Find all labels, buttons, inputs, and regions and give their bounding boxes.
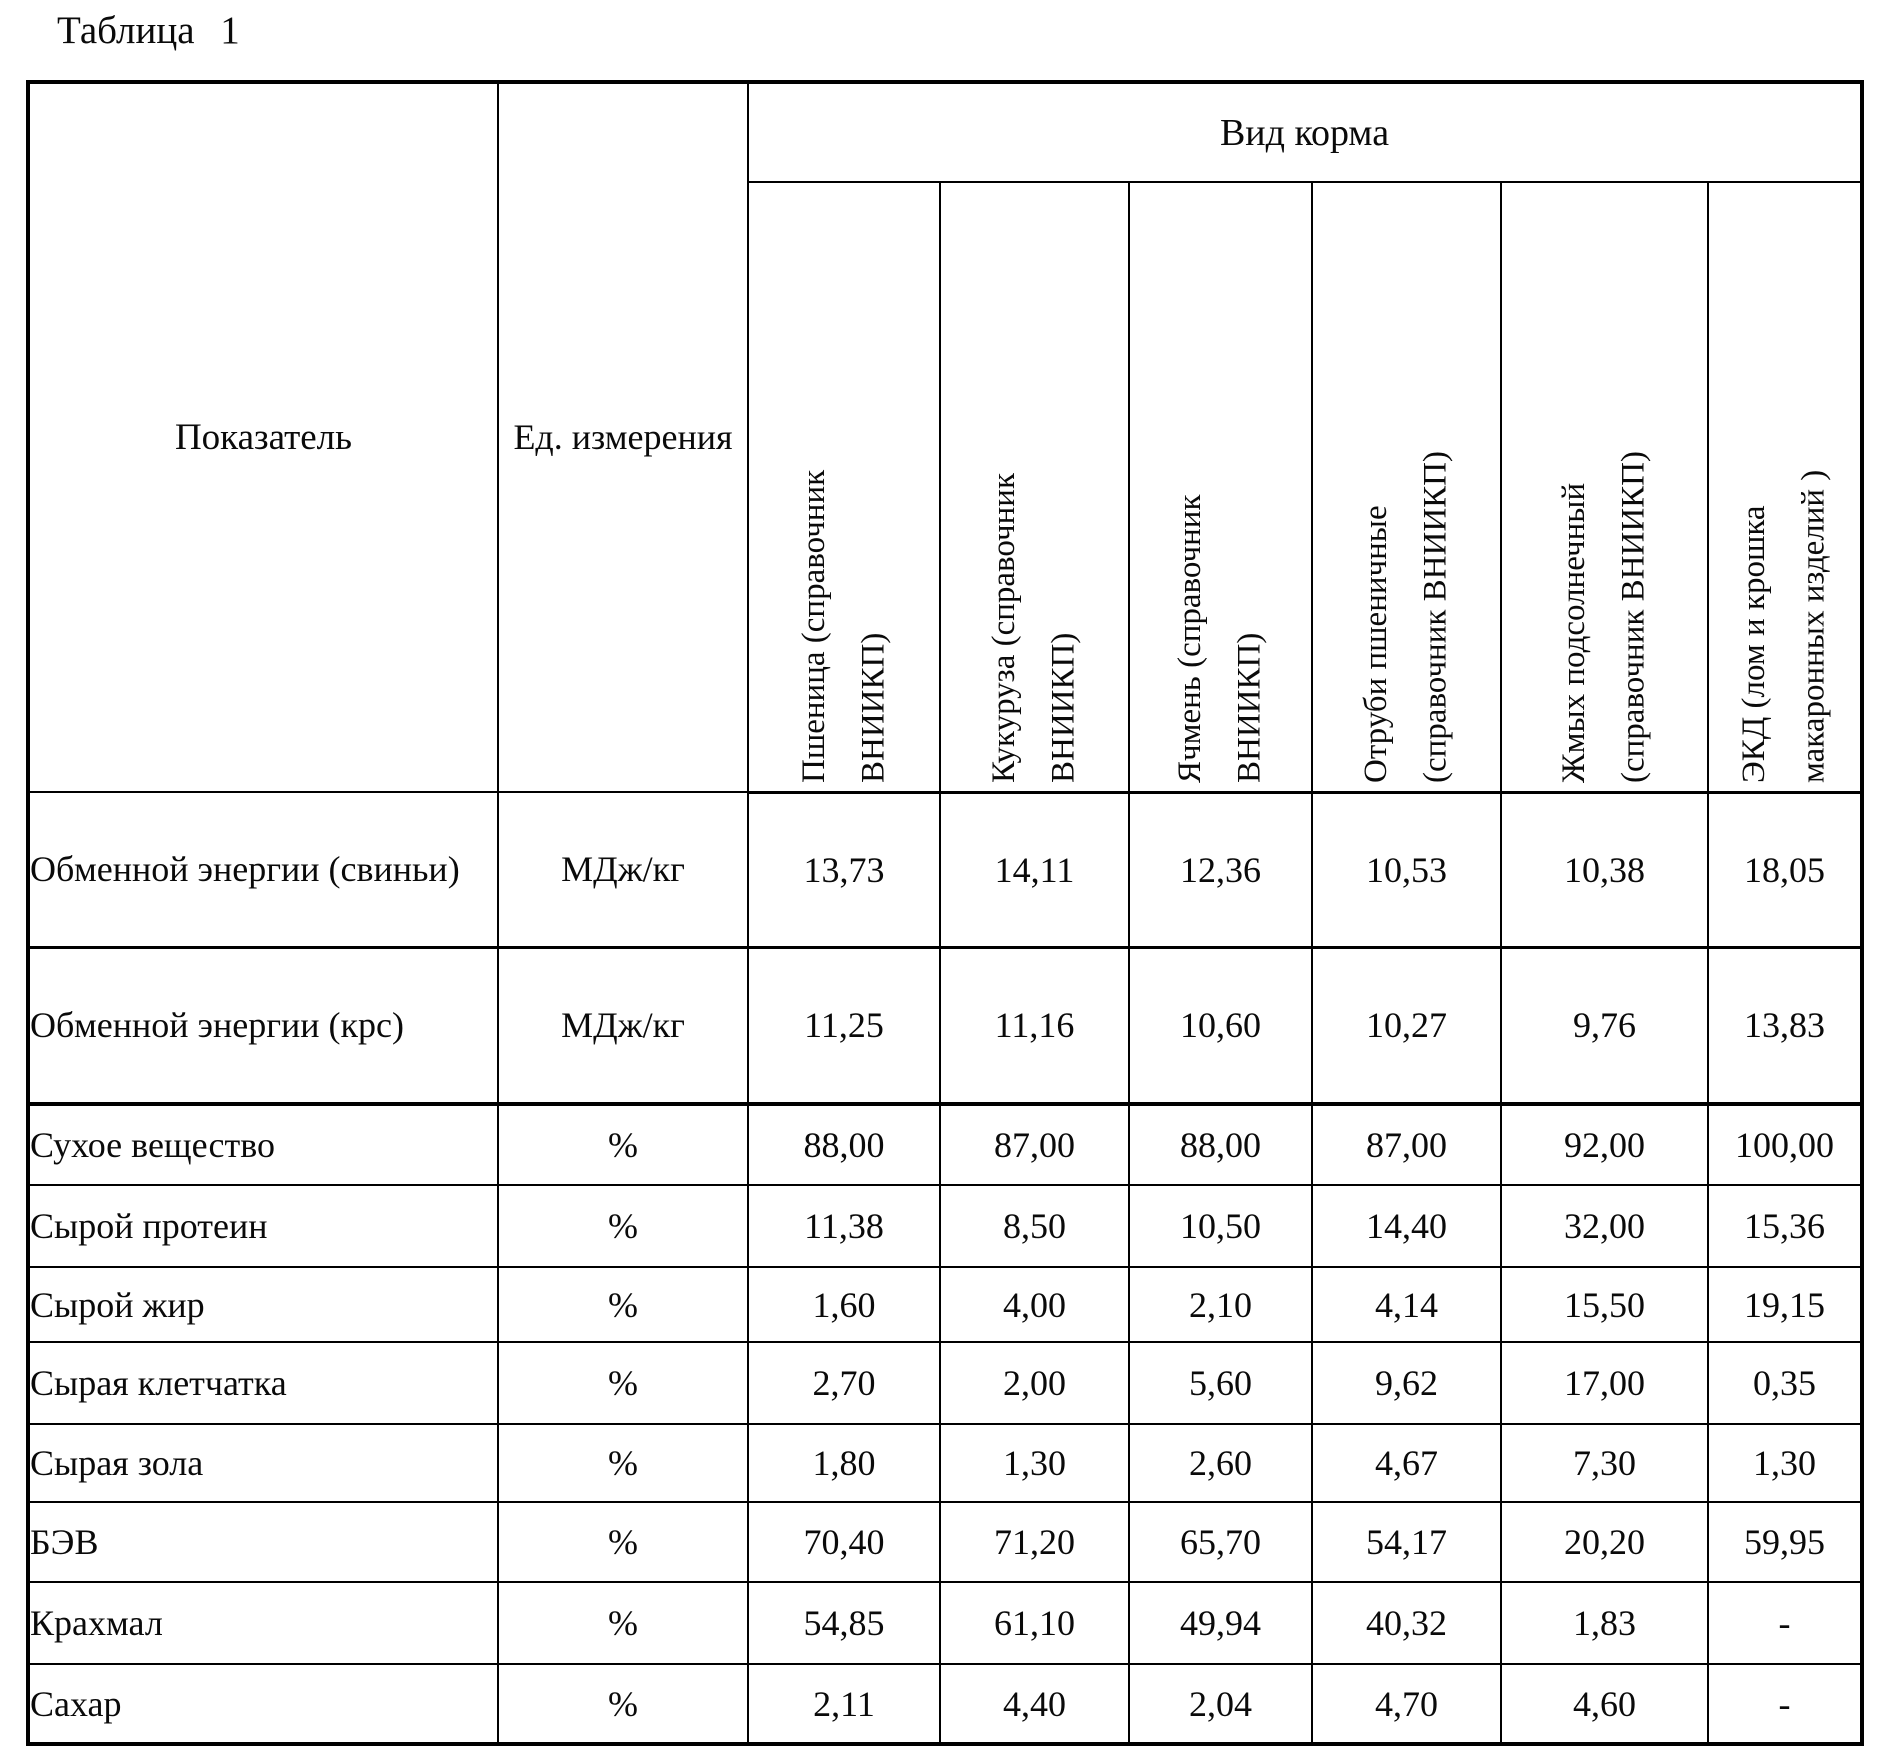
indicator-cell: Крахмал: [28, 1582, 498, 1664]
value-cell: 11,25: [748, 947, 940, 1104]
value-cell: 5,60: [1129, 1342, 1312, 1424]
value-cell: 11,16: [940, 947, 1129, 1104]
table-row: [28, 1104, 1862, 1185]
value-cell: 87,00: [940, 1104, 1129, 1185]
indicator-cell: Обменной энергии (крс): [28, 947, 498, 1104]
header-feed-column-corn: [940, 182, 1129, 792]
value-cell: 88,00: [1129, 1104, 1312, 1185]
value-cell: 4,70: [1312, 1664, 1501, 1744]
indicator-cell: Обменной энергии (свиньи): [28, 792, 498, 947]
indicator-cell: БЭВ: [28, 1502, 498, 1582]
value-cell: 1,30: [1708, 1424, 1862, 1502]
value-cell: 13,83: [1708, 947, 1862, 1104]
value-cell: 19,15: [1708, 1267, 1862, 1342]
header-feed-column-wheat: [748, 182, 940, 792]
value-cell: 1,30: [940, 1424, 1129, 1502]
value-cell: 4,00: [940, 1267, 1129, 1342]
unit-cell: МДж/кг: [498, 947, 748, 1104]
value-cell: 20,20: [1501, 1502, 1708, 1582]
header-unit: Ед. измерения: [498, 82, 748, 792]
table-row: [28, 1582, 1862, 1664]
unit-cell: %: [498, 1267, 748, 1342]
value-cell: 70,40: [748, 1502, 940, 1582]
unit-cell: %: [498, 1424, 748, 1502]
rotated-column-label: Жмых подсолнечный (справочник ВНИИКП): [1556, 450, 1652, 783]
rotated-column-label: Ячмень (справочник ВНИИКП): [1172, 494, 1268, 783]
indicator-cell: Сухое вещество: [28, 1104, 498, 1185]
value-cell: 4,40: [940, 1664, 1129, 1744]
value-cell: 13,73: [748, 792, 940, 947]
rotated-column-label: Пшеница (справочник ВНИИКП): [795, 469, 891, 783]
header-feed-column-barley: [1129, 182, 1312, 792]
header-feed-type-group: Вид корма: [748, 82, 1862, 182]
indicator-cell: Сырой протеин: [28, 1185, 498, 1267]
unit-cell: %: [498, 1342, 748, 1424]
value-cell: 4,67: [1312, 1424, 1501, 1502]
value-cell: 18,05: [1708, 792, 1862, 947]
table-row: [28, 1342, 1862, 1424]
value-cell: 10,60: [1129, 947, 1312, 1104]
value-cell: 4,14: [1312, 1267, 1501, 1342]
header-feed-column-bran: [1312, 182, 1501, 792]
value-cell: 10,38: [1501, 792, 1708, 947]
value-cell: 2,70: [748, 1342, 940, 1424]
rotated-column-label: Кукуруза (справочник ВНИИКП): [986, 472, 1082, 783]
value-cell: 14,40: [1312, 1185, 1501, 1267]
value-cell: 10,27: [1312, 947, 1501, 1104]
feed-nutrition-table: [26, 80, 1864, 1746]
table-row: [28, 1664, 1862, 1744]
value-cell: 59,95: [1708, 1502, 1862, 1582]
indicator-cell: Сырая зола: [28, 1424, 498, 1502]
value-cell: 32,00: [1501, 1185, 1708, 1267]
value-cell: -: [1708, 1664, 1862, 1744]
value-cell: 15,36: [1708, 1185, 1862, 1267]
value-cell: 2,04: [1129, 1664, 1312, 1744]
value-cell: 71,20: [940, 1502, 1129, 1582]
unit-cell: %: [498, 1664, 748, 1744]
rotated-column-label: Отруби пшеничные (справочник ВНИИКП): [1358, 450, 1454, 783]
header-feed-column-cake: [1501, 182, 1708, 792]
value-cell: 9,62: [1312, 1342, 1501, 1424]
value-cell: 2,60: [1129, 1424, 1312, 1502]
value-cell: 4,60: [1501, 1664, 1708, 1744]
value-cell: -: [1708, 1582, 1862, 1664]
unit-cell: МДж/кг: [498, 792, 748, 947]
value-cell: 0,35: [1708, 1342, 1862, 1424]
value-cell: 14,11: [940, 792, 1129, 947]
value-cell: 100,00: [1708, 1104, 1862, 1185]
unit-cell: %: [498, 1104, 748, 1185]
rotated-column-label: ЭКД (лом и крошка макаронных изделий ): [1736, 469, 1832, 783]
value-cell: 11,38: [748, 1185, 940, 1267]
value-cell: 2,10: [1129, 1267, 1312, 1342]
header-indicator: Показатель: [28, 82, 498, 792]
header-feed-column-ekd: [1708, 182, 1862, 792]
value-cell: 2,00: [940, 1342, 1129, 1424]
unit-cell: %: [498, 1582, 748, 1664]
value-cell: 10,53: [1312, 792, 1501, 947]
value-cell: 1,60: [748, 1267, 940, 1342]
value-cell: 61,10: [940, 1582, 1129, 1664]
value-cell: 87,00: [1312, 1104, 1501, 1185]
table-row: [28, 1502, 1862, 1582]
value-cell: 2,11: [748, 1664, 940, 1744]
value-cell: 49,94: [1129, 1582, 1312, 1664]
value-cell: 54,17: [1312, 1502, 1501, 1582]
value-cell: 65,70: [1129, 1502, 1312, 1582]
table-row: [28, 1185, 1862, 1267]
value-cell: 15,50: [1501, 1267, 1708, 1342]
table-row: [28, 947, 1862, 1104]
table-row: [28, 1424, 1862, 1502]
value-cell: 88,00: [748, 1104, 940, 1185]
value-cell: 1,80: [748, 1424, 940, 1502]
value-cell: 1,83: [1501, 1582, 1708, 1664]
unit-cell: %: [498, 1185, 748, 1267]
value-cell: 10,50: [1129, 1185, 1312, 1267]
value-cell: 9,76: [1501, 947, 1708, 1104]
table-row: [28, 792, 1862, 947]
indicator-cell: Сахар: [28, 1664, 498, 1744]
table-caption: Таблица 1: [57, 9, 240, 52]
indicator-cell: Сырой жир: [28, 1267, 498, 1342]
value-cell: 40,32: [1312, 1582, 1501, 1664]
value-cell: 54,85: [748, 1582, 940, 1664]
table-row: [28, 1267, 1862, 1342]
unit-cell: %: [498, 1502, 748, 1582]
value-cell: 8,50: [940, 1185, 1129, 1267]
value-cell: 17,00: [1501, 1342, 1708, 1424]
indicator-cell: Сырая клетчатка: [28, 1342, 498, 1424]
value-cell: 7,30: [1501, 1424, 1708, 1502]
value-cell: 12,36: [1129, 792, 1312, 947]
value-cell: 92,00: [1501, 1104, 1708, 1185]
